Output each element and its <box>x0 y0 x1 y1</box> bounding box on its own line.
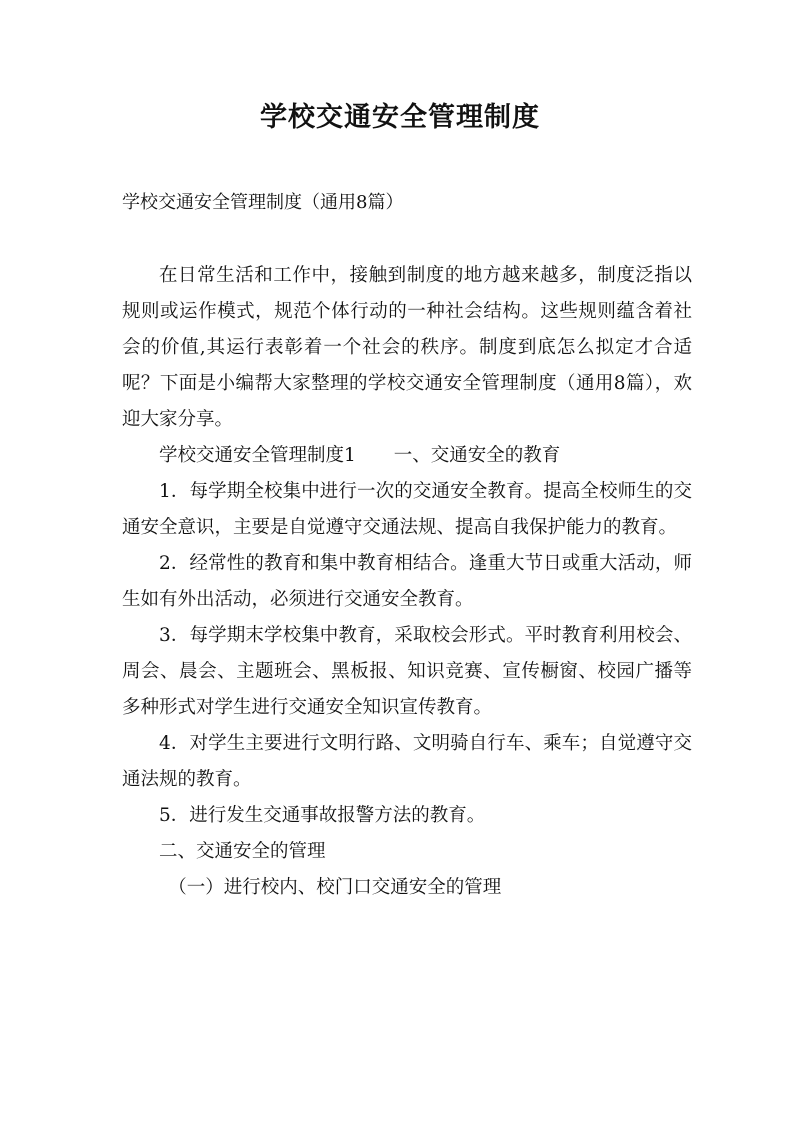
section-1-heading-line <box>122 438 692 474</box>
education-item-2: 2．经常性的教育和集中教育相结合。逢重大节日或重大活动，师生如有外出活动，必须进行交通安全教育。 <box>122 553 692 610</box>
section-2-heading: 二、交通安全的管理 <box>159 841 326 862</box>
education-item-1: 1．每学期全校集中进行一次的交通安全教育。提高全校师生的交通安全意识，主要是自觉遵守交通法规、提高自我保护能力的教育。 <box>122 481 692 538</box>
document-body <box>122 258 692 906</box>
document-subtitle: 学校交通安全管理制度（通用8篇） <box>122 192 404 213</box>
intro-paragraph: 在日常生活和工作中，接触到制度的地方越来越多，制度泛指以规则或运作模式，规范个体行动的一种社会结构。这些规则蕴含着社会的价值,其运行表彰着一个社会的秩序。制度到底怎么拟定才合适呢？下面是小编帮大家整理的学校交通安全管理制度（通用8篇），欢迎大家分享。 <box>122 265 692 430</box>
section-2-subheading-1: （一）进行校内、校门口交通安全的管理 <box>168 877 502 898</box>
section-1-label: 学校交通安全管理制度1 <box>159 445 356 466</box>
section-1-heading: 一、交通安全的教育 <box>393 445 561 466</box>
education-item-4: 4．对学生主要进行文明行路、文明骑自行车、乘车；自觉遵守交通法规的教育。 <box>122 733 692 790</box>
education-item-3: 3．每学期末学校集中教育，采取校会形式。平时教育利用校会、周会、晨会、主题班会、黑板报、知识竞赛、宣传橱窗、校园广播等多种形式对学生进行交通安全知识宣传教育。 <box>122 625 692 718</box>
education-item-5: 5．进行发生交通事故报警方法的教育。 <box>159 805 486 826</box>
document-title: 学校交通安全管理制度 <box>260 102 540 133</box>
